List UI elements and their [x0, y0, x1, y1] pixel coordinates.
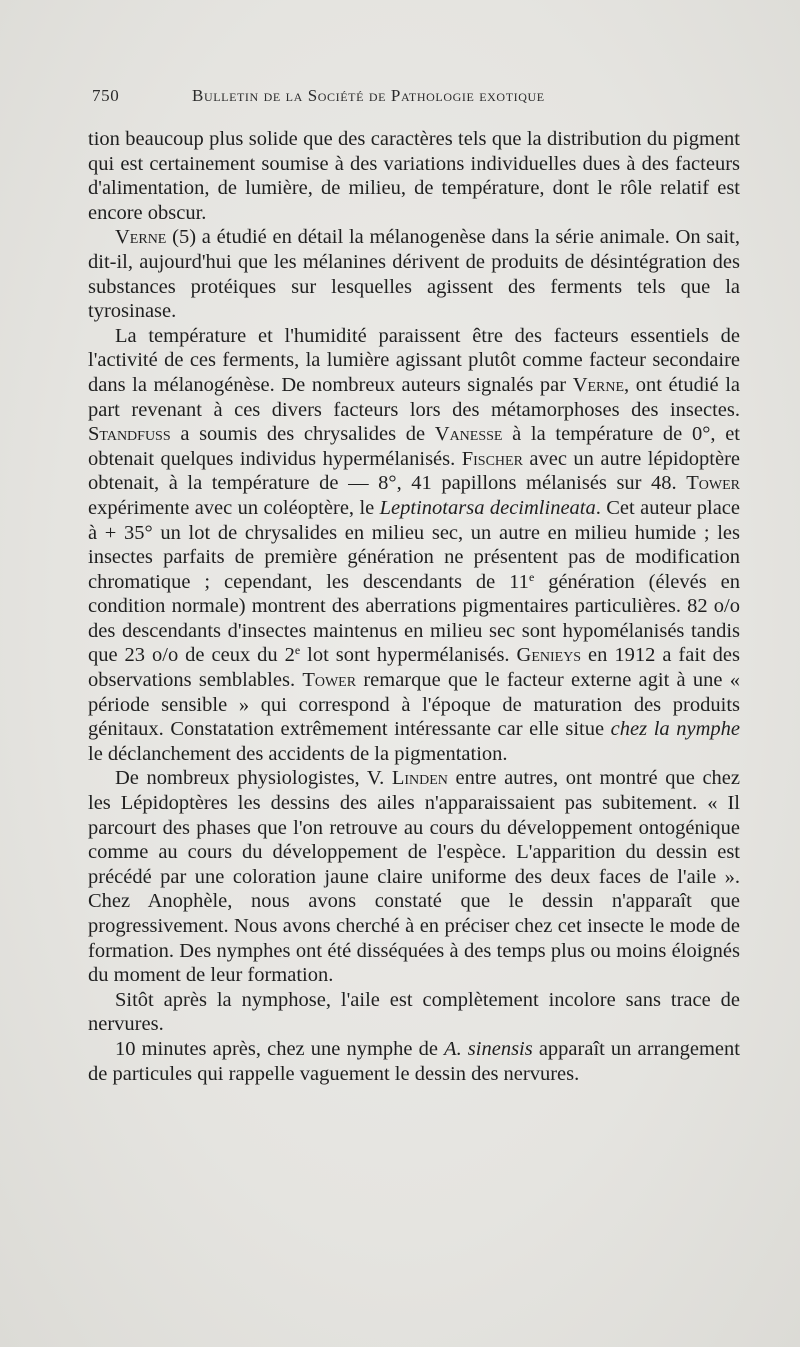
superscript: e — [528, 569, 535, 584]
text-run: remarque que le facteur externe agit à une « période sensible » qui correspond à l'époque de maturation des produits génitaux. Constatation extrêmement intéressante car elle situe — [88, 669, 740, 741]
paragraph-text: (5) a étudié en détail la mélanogenèse dans la série animale. On sait, dit-il, aujourd'hui que les mélanines dérivent de produits de désintégration des substances protéiques sur lesquelles agissent des ferments tels que la tyrosinase. — [88, 226, 740, 323]
author-name: Verne — [572, 373, 625, 396]
article-body — [88, 127, 740, 1086]
author-name: Genieys — [516, 644, 582, 667]
text-run: à la température de 0°, et obtenait quelques individus hypermélanisés. — [88, 423, 740, 470]
text-run: apparaît un arrangement de particules qui rappelle vaguement le dessin des nervures. — [88, 1037, 740, 1085]
page-number: 750 — [92, 86, 120, 105]
text-run: , ont étudié la part revenant à ces divers facteurs lors des métamorphoses des insectes. — [88, 373, 740, 421]
paragraph-text: tion beaucoup plus solide que des caractères tels que la distribution du pigment qui est certainement soumise à des variations individuelles dues à des facteurs d'alimentation, de lumière, de milieu, de température, dont le rôle relatif est encore obscur. — [88, 128, 740, 224]
text-run: a soumis des chrysalides de — [170, 423, 435, 446]
emphasis: chez la nymphe — [610, 718, 741, 741]
taxon-name: Vanesse — [434, 423, 503, 446]
paragraph-verne — [88, 225, 740, 323]
author-name: Linden — [391, 767, 448, 790]
superscript: e — [294, 643, 301, 658]
running-header — [92, 86, 652, 112]
text-run: De nombreux physiologistes, V. — [115, 767, 392, 790]
text-run: génération (élevés en condition normale) montrent des aberrations pigmentaires particulières. 82 o/o des descendants d'insectes maintenus en milieu sec sont hypomélanisés tandis que 23 o/o de ceux du 2 — [88, 570, 740, 667]
text-run: en 1912 a fait des observations semblables. — [88, 644, 740, 692]
author-name: Tower — [302, 669, 357, 692]
species-name: Leptinotarsa decimlineata — [379, 496, 596, 519]
text-run: avec un autre lépidoptère obtenait, à la température de — 8°, 41 papillons mélanisés sur 48. — [88, 447, 740, 495]
text-run: . Cet auteur place à + 35° un lot de chrysalides en milieu sec, un autre en milieu humide ; les insectes parfaits de première génération ne présentent pas de modification chromatique ; cependant, les descendants de 11 — [88, 496, 740, 593]
paragraph-physiologists — [88, 766, 740, 987]
text-run: La température et l'humidité paraissent être des facteurs essentiels de l'activité de ces ferments, la lumière agissant plutôt comme facteur secondaire dans la mélanogénèse. De nombreux auteurs signalés par — [88, 324, 740, 396]
text-run: expérimente avec un coléoptère, le — [88, 496, 380, 519]
author-name: Fischer — [461, 447, 523, 470]
text-run: entre autres, ont montré que chez les Lépidoptères les dessins des ailes n'apparaissaient pas subitement. « Il parcourt des phases que l'on retrouve au cours du développement ontogénique comme au cours du développement de l'espèce. L'apparition du dessin est précédé par une coloration jaune claire uniforme des deux faces de l'aile ». Chez Anophèle, nous avons constaté que le dessin n'apparaît que progressivement. Nous avons cherché à en préciser chez cet insecte le mode de formation. Des nymphes ont été disséquées à des temps plus ou moins éloignés du moment de leur formation. — [88, 767, 740, 987]
paragraph-continuation — [88, 127, 740, 225]
author-name: Standfuss — [88, 423, 171, 446]
paragraph-ten-minutes — [88, 1037, 740, 1086]
author-name: Verne — [115, 226, 167, 249]
text-run: lot sont hypermélanisés. — [300, 644, 517, 667]
text-run: le déclanchement des accidents de la pigmentation. — [88, 742, 508, 765]
text-run: 10 minutes après, chez une nymphe de — [115, 1037, 445, 1060]
species-name: A. sinensis — [444, 1037, 533, 1060]
journal-title: Bulletin de la Société de Pathologie exotique — [192, 86, 545, 105]
paragraph-nymphosis — [88, 988, 740, 1037]
paragraph-text: Sitôt après la nymphose, l'aile est complètement incolore sans trace de nervures. — [88, 988, 740, 1036]
paragraph-temperature — [88, 324, 740, 767]
author-name: Tower — [686, 472, 740, 495]
